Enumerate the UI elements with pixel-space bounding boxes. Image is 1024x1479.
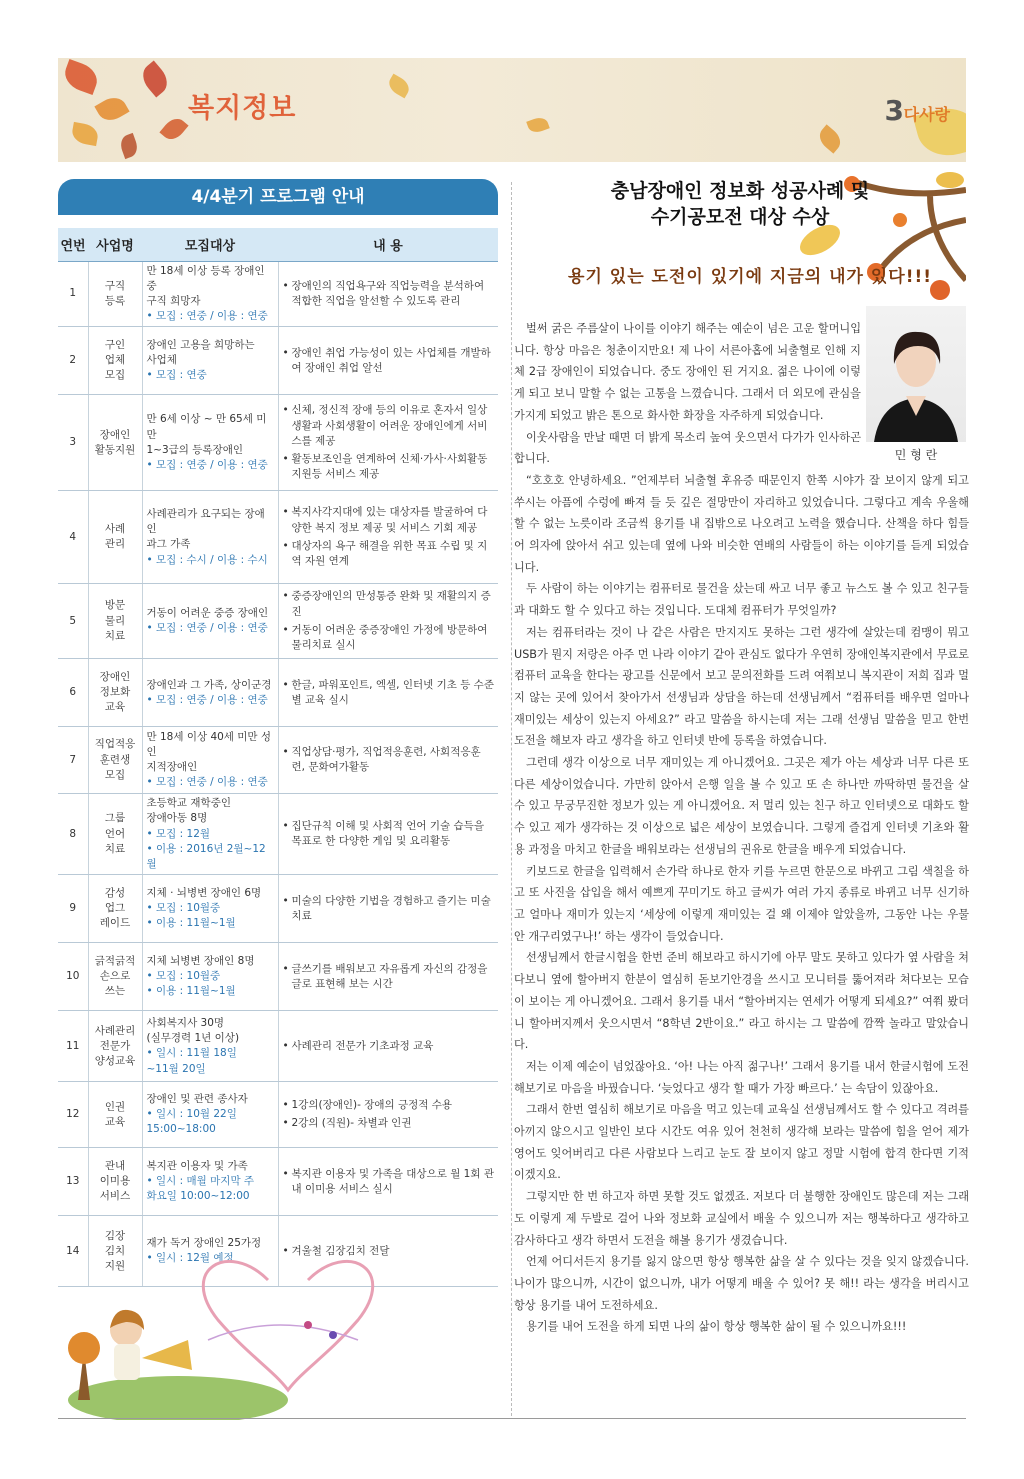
page-number: 3 [884, 94, 904, 127]
program-content [278, 1082, 498, 1148]
autumn-leaf-icon [61, 59, 102, 95]
content-bullet: • 집단규칙 이해 및 사회적 언어 기술 습득을 목표로 한 다양한 게임 및 요리활동 [283, 819, 495, 849]
autumn-leaf-icon [526, 115, 550, 135]
target-description: 사회복지사 30명 (실무경력 1년 이상) [146, 1016, 240, 1045]
program-content [278, 395, 498, 491]
content-bullet: • 글쓰기를 배워보고 자유롭게 자신의 감정을 글로 표현해 보는 시간 [283, 962, 495, 992]
article-paragraph: 두 사람이 하는 이야기는 컴퓨터로 물건을 샀는데 싸고 너무 좋고 뉴스도 볼 수 있고 친구들과 대화도 할 수 있다고 하는 것입니다. 도대체 컴퓨터가 무엇일까? [514, 582, 969, 618]
photo-float-spacer [861, 318, 969, 466]
table-row [58, 943, 498, 1011]
program-name: 인권 교육 [88, 1082, 142, 1148]
program-name: 관내 이미용 서비스 [88, 1148, 142, 1216]
schedule-note: • 이용 : 2016년 2월~12월 [147, 842, 274, 872]
row-number: 7 [58, 727, 88, 794]
schedule-note: • 모집 : 연중 / 이용 : 연중 [147, 458, 274, 473]
article-paragraph: 선생님께서 한글시험을 한번 준비 해보라고 하시기에 아무 말도 못하고 있다가 옆 사람을 쳐다보니 옆에 할아버지 한분이 열심히 돋보기안경을 쓰시고 모니터를 뚫어져라 쳐다보는 모습이 보이는 게 아니겠어요. 그래서 용기를 내서 “할아버지는 연세가 어떻게 되세요?” 여쭤 봤더니 할아버지께서 웃으시면서 “8학년 2반이요.” 라고 하시는 그 말씀에 깜짝 놀라고 말았습니다. [514, 951, 969, 1052]
row-number: 8 [58, 794, 88, 875]
girl-with-horn-illustration [58, 1230, 498, 1420]
article-paragraph: “호호호 안녕하세요. ”언제부터 뇌출혈 후유증 때문인지 한쪽 시야가 잘 보이지 않게 되고 쑤시는 아픔에 수렁에 빠져 들 듯 깊은 절망만이 자리하고 있었습니다. 그렇다고 계속 우울해 할 수 없는 노릇이라 조금씩 용기를 내 집밖으로 나오려고 노력을 했습니다. 산책을 하다 힘들어 의자에 앉아서 쉬고 있는데 옆에 나와 비슷한 연배의 사람들이 하는 이야기를 듣게 되었습니다. [514, 473, 969, 574]
page-header [58, 58, 966, 162]
schedule-note: • 모집 : 연중 / 이용 : 연중 [147, 775, 274, 790]
autumn-leaf-icon [118, 133, 141, 159]
row-number: 1 [58, 261, 88, 327]
music-note-icon [304, 1321, 312, 1329]
table-row [58, 1148, 498, 1216]
program-content [278, 261, 498, 327]
target-description: 장애인 고용을 희망하는 사업체 [146, 339, 255, 367]
schedule-note: • 모집 : 연중 / 이용 : 연중 [147, 693, 274, 708]
program-content [278, 1148, 498, 1216]
row-number: 12 [58, 1082, 88, 1148]
target-description: 장애인 및 관련 종사자 [146, 1093, 248, 1106]
article-paragraph: 저는 이제 예순이 넘었잖아요. ‘아! 나는 아직 젊구나!’ 그래서 용기를 내서 한글시험에 도전해보기로 마음을 바꿨습니다. ‘늦었다고 생각 할 때가 가장 빠르다.’ 는 속담이 있잖아요. [514, 1059, 969, 1095]
schedule-note: • 모집 : 연중 / 이용 : 연중 [147, 621, 274, 636]
content-bullet: • 장애인의 직업욕구와 직업능력을 분석하여 적합한 직업을 알선할 수 있도록 관리 [283, 279, 495, 309]
program-content [278, 491, 498, 584]
content-bullet: • 미술의 다양한 기법을 경험하고 즐기는 미술치료 [283, 894, 495, 924]
program-name: 구인 업체 모집 [88, 327, 142, 395]
column-divider [511, 182, 512, 1416]
article-paragraph: 키보드로 한글을 입력해서 손가락 하나로 한자 키를 누르면 한문으로 바뀌고 그림 색칠을 하고 또 사진을 삽입을 해서 예쁘게 꾸미기도 하고 글씨가 여러 가지 종류로 바뀌고 너무 신기하고 얼마나 재미가 있는지 ‘세상에 이렇게 재미있는 걸 왜 이제야 알았을까, 그동안 나는 우물 안 개구리였구나!’ 하는 생각이 들었습니다. [514, 864, 969, 943]
table-row [58, 327, 498, 395]
schedule-note: • 모집 : 수시 / 이용 : 수시 [147, 553, 274, 568]
tree-foliage [68, 1332, 100, 1364]
program-table [58, 228, 498, 1287]
recruit-target [142, 1082, 278, 1148]
program-name: 긁적긁적 손으로 쓰는 [88, 943, 142, 1011]
content-bullet: • 사례관리 전문가 기초과정 교육 [283, 1039, 495, 1054]
program-name: 사례관리 전문가 양성교육 [88, 1011, 142, 1082]
article-title-line: 수기공모전 대상 수상 [650, 206, 830, 229]
content-bullet: • 복지관 이용자 및 가족을 대상으로 월 1회 관내 이미용 서비스 실시 [283, 1167, 495, 1197]
program-name: 구직 등록 [88, 261, 142, 327]
article-paragraph: 저는 컴퓨터라는 것이 나 같은 사람은 만지지도 못하는 그런 생각에 살았는데 컴맹이 뭐고 USB가 뭔지 저랑은 아주 먼 나라 이야기 같아 관심도 없다가 우연히 장애인복지관에서 무료로 컴퓨터 교육을 한다는 광고를 신문에서 보고 문의전화를 드려 여쭤보니 복지관이 저희 집과 멀지 않는 곳에 있어서 찾아가서 선생님과 상담을 하는데 선생님께서 “컴퓨터를 배우면 얼마나 재미있는 세상이 있는지 아세요?” 라고 말씀을 하시는데 저는 그래 선생님 말씀을 믿고 한번 도전을 해보자 라고 생각을 하고 인터넷 반에 등록을 하였습니다. [514, 625, 969, 748]
target-description: 초등학교 재학중인 장애아동 8명 [146, 797, 231, 825]
schedule-note: • 모집 : 12월 [147, 827, 274, 842]
program-content [278, 943, 498, 1011]
recruit-target [142, 327, 278, 395]
schedule-note: • 일시 : 매월 마지막 주 화요일 10:00~12:00 [147, 1174, 274, 1204]
row-number: 4 [58, 491, 88, 584]
program-name: 김장 김치 지원 [88, 1216, 142, 1287]
row-number: 14 [58, 1216, 88, 1287]
target-description: 지체 뇌병변 장애인 8명 [146, 955, 255, 968]
recruit-target [142, 395, 278, 491]
column-header-target: 모집대상 [142, 228, 278, 261]
content-bullet: • 신체, 정신적 장애 등의 이유로 혼자서 일상생활과 사회생활이 어려운 장애인에게 서비스를 제공 [283, 403, 495, 449]
recruit-target [142, 1011, 278, 1082]
content-bullet: • 2강의 (직원)- 차별과 인권 [283, 1116, 495, 1131]
row-number: 5 [58, 584, 88, 659]
schedule-note: • 모집 : 10월중 [147, 901, 274, 916]
program-content [278, 727, 498, 794]
table-row [58, 727, 498, 794]
girl-dress [114, 1344, 140, 1380]
article-paragraph: 이웃사람을 만날 때면 더 밝게 목소리 높여 웃으면서 다가가 인사하곤 합니다. [514, 430, 861, 466]
content-bullet: • 거동이 어려운 중증장애인 가정에 방문하여 물리치료 실시 [283, 623, 495, 653]
section-title: 복지정보 [188, 93, 297, 124]
article-paragraph: 용기를 내어 도전을 하게 되면 나의 삶이 항상 행복한 삶이 될 수 있으니까요!!! [526, 1320, 907, 1334]
autumn-leaf-icon [815, 124, 845, 153]
article-title [540, 178, 940, 230]
recruit-target [142, 727, 278, 794]
column-header-name: 사업명 [88, 228, 142, 261]
article-paragraph: 그렇지만 한 번 하고자 하면 못할 것도 없겠죠. 저보다 더 불행한 장애인도 많은데 저는 그래도 이렇게 제 두발로 걸어 나와 정보화 교실에서 배울 수 있으니까 저는 행복하다고 생각하고 감사하다고 생각 하면서 도전을 해볼 용기가 생겼습니다. [514, 1190, 969, 1247]
row-number: 13 [58, 1148, 88, 1216]
grass-mound [68, 1376, 288, 1420]
photo-caption: 민 형 란 [894, 448, 938, 462]
recruit-target [142, 794, 278, 875]
content-bullet: • 장애인 취업 가능성이 있는 사업체를 개발하여 장애인 취업 알선 [283, 346, 495, 376]
target-description: 만 18세 이상 40세 미만 성인 지적장애인 [146, 730, 272, 774]
autumn-leaf-icon [94, 92, 129, 125]
target-description: 재가 독거 장애인 25가정 [146, 1237, 262, 1250]
column-header-no: 연번 [58, 228, 88, 261]
article-subtitle: 용기 있는 도전이 있기에 지금의 내가 있다!!! [568, 267, 932, 287]
content-bullet: • 직업상담·평가, 직업적응훈련, 사회적응훈련, 문화여가활동 [283, 745, 495, 775]
table-row [58, 261, 498, 327]
article-body [514, 318, 969, 1338]
schedule-note: • 이용 : 11월~1월 [147, 916, 274, 931]
table-row [58, 794, 498, 875]
schedule-note: • 모집 : 10월중 [147, 969, 274, 984]
recruit-target [142, 261, 278, 327]
column-header-content: 내 용 [278, 228, 498, 261]
schedule-note: • 이용 : 11월~1월 [147, 984, 274, 999]
schedule-note: • 일시 : 10월 22일 15:00~18:00 [147, 1107, 274, 1137]
autumn-leaf-icon [137, 60, 173, 97]
newsletter-brand: 다사랑 [903, 105, 950, 124]
table-row [58, 395, 498, 491]
target-description: 복지관 이용자 및 가족 [146, 1160, 248, 1173]
program-content [278, 875, 498, 943]
content-bullet: • 한글, 파워포인트, 엑셀, 인터넷 기초 등 수준별 교육 실시 [283, 678, 495, 708]
content-bullet: • 중증장애인의 만성통증 완화 및 재활의지 증진 [283, 589, 495, 619]
table-row [58, 1011, 498, 1082]
recruit-target [142, 943, 278, 1011]
target-description: 만 18세 이상 등록 장애인 중 구직 희망자 [146, 264, 265, 307]
target-description: 만 6세 이상 ~ 만 65세 미만 1~3급의 등록장애인 [146, 413, 267, 456]
program-content [278, 327, 498, 395]
table-header-row [58, 228, 498, 261]
recruit-target [142, 659, 278, 727]
article-paragraph: 그래서 한번 열심히 해보기로 마음을 먹고 있는데 교육실 선생님께서도 할 수 있다고 격려를 아끼지 않으시고 일반인 보다 시간도 여유 있어 천천히 생각해 보라는 말씀에 힘을 얻어 제가 영어도 잊어버리고 다른 사람보다 느리고 눈도 잘 보이지 않고 정말 시험에 합격 한다면 기적이겠지요. [514, 1103, 969, 1182]
program-content [278, 584, 498, 659]
article-paragraph: 벌써 굵은 주름살이 나이를 이야기 해주는 예순이 넘은 고운 할머니입니다. 항상 마음은 청춘이지만요! 제 나이 서른아홉에 뇌출혈로 인해 지체 2급 장애인이 되었습니다. 중도 장애인 된 거지요. 젊은 나이에 이렇게 되고 보니 말할 수 없는 고통을 느꼈습니다. 그래서 더 외모에 관심을 가지게 되었고 밝은 톤으로 화사한 화장을 자주하게 되었습니다. [514, 322, 861, 422]
autumn-leaf-icon [385, 74, 412, 99]
program-name: 사례 관리 [88, 491, 142, 584]
program-content [278, 659, 498, 727]
article-paragraph: 언제 어디서든지 용기를 잃지 않으면 항상 행복한 삶을 살 수 있다는 것을 잊지 않겠습니다. 나이가 많으니까, 시간이 없으니까, 내가 어떻게 배울 수 있어? 못 해!! 라는 생각을 버리시고 항상 용기를 내어 도전하세요. [514, 1255, 969, 1312]
table-row [58, 875, 498, 943]
recruit-target [142, 491, 278, 584]
program-name: 그룹 언어 치료 [88, 794, 142, 875]
target-description: 지체 · 뇌병변 장애인 6명 [146, 887, 262, 900]
row-number: 6 [58, 659, 88, 727]
horn-icon [142, 1340, 192, 1370]
program-name: 장애인 활동지원 [88, 395, 142, 491]
autumn-leaf-icon [159, 114, 188, 144]
article-title-line: 충남장애인 정보화 성공사례 및 [610, 180, 870, 202]
table-row [58, 659, 498, 727]
target-description: 거동이 어려운 중증 장애인 [146, 607, 269, 620]
target-description: 장애인과 그 가족, 상이군경 [146, 678, 272, 691]
footer-rule [58, 1418, 966, 1419]
content-bullet: • 겨울철 김장김치 전달 [283, 1244, 495, 1259]
program-content [278, 794, 498, 875]
recruit-target [142, 875, 278, 943]
row-number: 11 [58, 1011, 88, 1082]
row-number: 9 [58, 875, 88, 943]
schedule-note: • 모집 : 연중 [147, 368, 274, 383]
row-number: 2 [58, 327, 88, 395]
table-row [58, 584, 498, 659]
music-note-icon [329, 1331, 337, 1339]
content-bullet: • 1강의(장애인)- 장애의 긍정적 수용 [283, 1098, 495, 1113]
row-number: 3 [58, 395, 88, 491]
content-bullet: • 복지사각지대에 있는 대상자를 발굴하여 다양한 복지 정보 제공 및 서비스 기회 제공 [283, 505, 495, 535]
program-name: 장애인 정보화 교육 [88, 659, 142, 727]
schedule-note: • 모집 : 연중 / 이용 : 연중 [147, 309, 274, 324]
program-name: 감성 업그 레이드 [88, 875, 142, 943]
article-paragraph: 그런데 생각 이상으로 너무 재미있는 게 아니겠어요. 그곳은 제가 아는 세상과 너무 다른 또 다른 세상이었습니다. 가만히 앉아서 은행 일을 볼 수 있고 또 손 하나만 까딱하면 물건을 살 수 있고 무궁무진한 정보가 있는 게 아니겠어요. 저 멀리 있는 친구 하고 인터넷으로 대화도 할 수 있고 제가 생각하는 것 이상으로 넓은 세상이 보였습니다. 그렇게 즐겁게 인터넷 기초와 활용 과정을 마치고 한글을 배워보라는 선생님의 권유로 한글을 배우게 되었습니다. [514, 756, 969, 856]
program-title: 4/4분기 프로그램 안내 [58, 179, 498, 215]
schedule-note: • 일시 : 11월 18일 ~11월 20일 [147, 1046, 274, 1076]
program-name: 방문 물리 치료 [88, 584, 142, 659]
schedule-note: • 일시 : 12월 예정 [147, 1251, 274, 1266]
table-row [58, 491, 498, 584]
content-bullet: • 활동보조인을 연계하여 신체·가사·사회활동 지원등 서비스 제공 [283, 452, 495, 482]
table-row [58, 1082, 498, 1148]
recruit-target [142, 1148, 278, 1216]
recruit-target [142, 584, 278, 659]
row-number: 10 [58, 943, 88, 1011]
target-description: 사례관리가 요구되는 장애인 과그 가족 [146, 507, 265, 551]
program-content [278, 1011, 498, 1082]
content-bullet: • 대상자의 욕구 해결을 위한 목표 수립 및 지역 자원 연계 [283, 539, 495, 569]
program-name: 직업적응 훈련생 모집 [88, 727, 142, 794]
autumn-leaf-icon [70, 122, 99, 146]
